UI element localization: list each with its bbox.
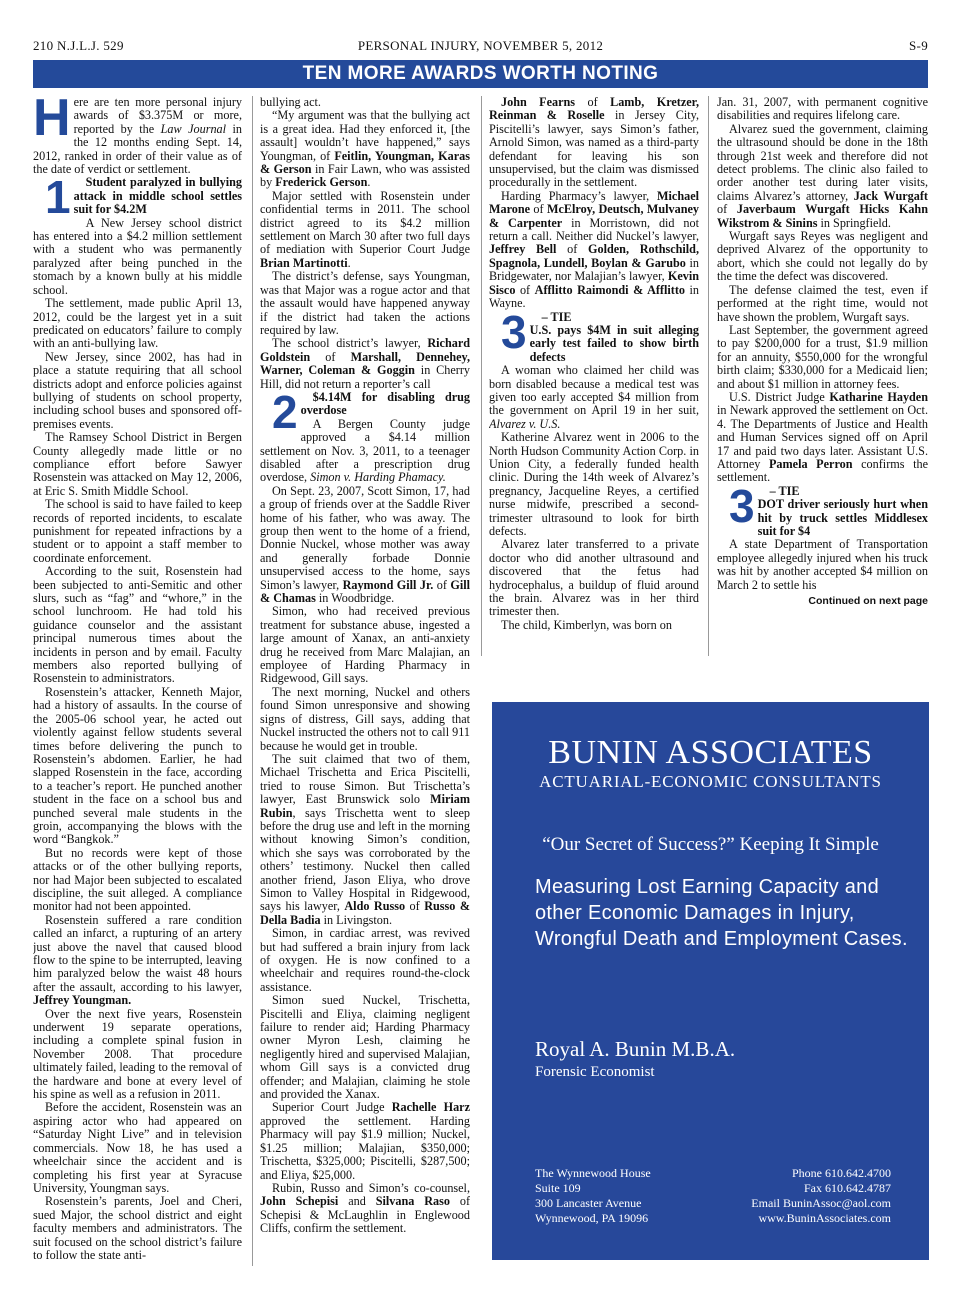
- folio-left: 210 N.J.L.J. 529: [33, 38, 124, 53]
- award-3-heading: 3 – TIE U.S. pays $4M in suit alleging early test failed to show birth defects: [489, 311, 699, 365]
- award-2-heading: 2 $4.14M for disabling drug overdose: [260, 391, 470, 418]
- paragraph: The Ramsey School District in Bergen County allegedly made little or no compliance effort before Sawyer Rosenstein was attacked on May 12, 2006, at Eric S. Smith Middle School.: [33, 430, 242, 498]
- folio-center: PERSONAL INJURY, NOVEMBER 5, 2012: [357, 38, 604, 53]
- paragraph: A woman who claimed her child was born disabled because a medical test was given too early accepted $4 million from the government on April 19 in her suit, Alvarez v. U.S.: [489, 363, 699, 431]
- paragraph: “My argument was that the bullying act is a great idea. Had they enforced it, [the assault] wouldn’t have happened,” says Youngman, of Feitlin, Youngman, Karas & Gerson in Fair Lawn, who was assisted by Frederick Gerson.: [260, 108, 470, 190]
- column-rule: [252, 96, 253, 1266]
- paragraph: Rosenstein’s parents, Joel and Cheri, sued Major, the school district and eight faculty members and administrators. The suit focused on the school district’s failure to follow the state anti-: [33, 1194, 242, 1262]
- column-rule: [708, 96, 709, 656]
- ad-fax: Fax 610.642.4787: [804, 1181, 891, 1195]
- tie-label: – TIE: [541, 309, 572, 324]
- paragraph: Jan. 31, 2007, with permanent cognitive disabilities and requires lifelong care.: [717, 96, 928, 123]
- paragraph: The school is said to have failed to keep records of reported incidents, to escalate punishment for repeated infractions by a student or to appoint a staff member to coordinate enforcement.: [33, 497, 242, 565]
- section-banner: TEN MORE AWARDS WORTH NOTING: [33, 60, 928, 88]
- paragraph: Harding Pharmacy’s lawyer, Michael Marone of McElroy, Deutsch, Mulvaney & Carpenter in Morristown, did not return a call. Neither did Nuckel’s lawyer, Jeffrey Bell of Golden, Rothschild, Spagnola, Lundell, Boylan & Garubo in Bridgewater, nor Malajian’s lawyer, Kevin Sisco of Afflitto Raimondi & Afflitto in Wayne.: [489, 188, 699, 311]
- paragraph: bullying act.: [260, 96, 321, 109]
- paragraph: Simon, who had received previous treatment for substance abuse, ingested a large amount of Xanax, an anti-anxiety drug he received from Marc Malajian, an employee of Harding Pharmacy in Ridgewood, Gill says.: [260, 604, 470, 686]
- ad-subtitle: ACTUARIAL-ECONOMIC CONSULTANTS: [539, 772, 882, 791]
- column-rule: [481, 96, 482, 656]
- paragraph: The school district’s lawyer, Richard Goldstein of Marshall, Dennehey, Warner, Coleman & Goggin in Cherry Hill, did not return a reporter’s call: [260, 336, 470, 391]
- paragraph: Last September, the government agreed to pay $200,000 for a trust, $1.9 million for an annuity, $550,000 for the wrongful birth claim; $330,000 for a Medicaid lien; and about $1 million in attorney fees.: [717, 322, 928, 391]
- paragraph: Katherine Alvarez went in 2006 to the North Hudson Community Action Corp. in Union City, a federally funded health clinic. During the 14th week of Alvarez’s pregnancy, Jacqueline Reyes, a certified nurse midwife, prescribed a second-trimester ultrasound to look for birth defects.: [489, 430, 699, 538]
- ad-phone: Phone 610.642.4700: [792, 1166, 891, 1180]
- ad-firm-name: BUNIN ASSOCIATES: [548, 734, 873, 771]
- paragraph: Simon, in cardiac arrest, was revived but had suffered a brain injury from lack of oxygen. He is now confined to a wheelchair and requires round-the-clock assistance.: [260, 926, 470, 994]
- paragraph: The district’s defense, says Youngman, was that Major was a rogue actor and that the assault would have happened anyway if the district had taken the actions required by law.: [260, 269, 470, 337]
- ad-person-role: Forensic Economist: [535, 1064, 655, 1080]
- paragraph: A Bergen County judge approved a $4.14 million settlement on Nov. 3, 2011, to a teenager disabled after a prescription drug overdose, Simon v. Harding Phamacy.: [260, 416, 470, 485]
- ad-person-name: Royal A. Bunin M.B.A.: [535, 1037, 736, 1061]
- ad-address: The Wynnewood House Suite 109 300 Lancaster Avenue Wynnewood, PA 19096: [535, 1166, 651, 1225]
- award-number: 2: [272, 385, 298, 438]
- paragraph: Rubin, Russo and Simon’s co-counsel, John Schepisi and Silvana Raso of Schepisi & McLaughlin in Englewood Cliffs, confirm the settlement.: [260, 1180, 470, 1236]
- paragraph: Rosenstein’s attacker, Kenneth Major, had a history of assaults. In the course of the 2005-06 school year, he acted out violently against fellow students several times before delivering the punch to Rosenstein’s abdomen. Earlier, he had slapped Rosenstein in the face, according to a teacher’s report. He punched another student in the face on a school bus and punched several male students in the groin, accompanying the blows with the word “Bangkok.”: [33, 684, 242, 847]
- folio-right: S-9: [909, 38, 928, 53]
- paragraph: Alvarez sued the government, claiming the ultrasound should be done in the 18th through 21st week and therefore did not detect problems. The clinic also failed to order another test during later visits, claims Alvarez’s attorney, Jack Wurgaft of Javerbaum Wurgaft Hicks Kahn Wikstrom & Sinins in Springfield.: [717, 121, 928, 230]
- paragraph: Rosenstein suffered a rare condition called an infarct, a rupturing of an artery just above the navel that caused blood flow to the spine to be interrupted, leaving him paralyzed below the waist 48 hours after the assault, according to his lawyer, Jeffrey Youngman.: [33, 912, 242, 1008]
- paragraph: The child, Kimberlyn, was born on: [501, 617, 672, 632]
- ad-email[interactable]: Email BuninAssoc@aol.com: [751, 1196, 891, 1210]
- drop-cap: H: [33, 96, 71, 147]
- ad-motto: “Our Secret of Success?” Keeping It Simple: [542, 834, 879, 855]
- award-4-heading: 3 – TIE DOT driver seriously hurt when hit by truck settles Middlesex suit for $4: [717, 485, 928, 539]
- ad-pitch: Measuring Lost Earning Capacity and other Economic Damages in Injury, Wrongful Death and Employment Cases.: [535, 876, 908, 950]
- article-column-1: [33, 96, 242, 1268]
- award-number: 3: [729, 479, 755, 532]
- paragraph: Simon sued Nuckel, Trischetta, Piscitelli and Eliya, claiming negligent failure to render aid; Harding Pharmacy owner Myron Lesh, claiming he negligently hired and supervised Malajian, whom Gill says is a convicted drug offender; and Malajian, claiming he stole and provided the Xanax.: [260, 993, 470, 1102]
- paragraph: On Sept. 23, 2007, Scott Simon, 17, had a group of friends over at the Saddle River home of his father, who was away. The group then went to the home of a friend, Donnie Nuckel, whose mother was away and generally forbade Donnie unsupervised access to the home, says Simon’s lawyer, Raymond Gill Jr. of Gill & Chamas in Woodbridge.: [260, 483, 470, 606]
- award-number: 1: [45, 171, 71, 224]
- paragraph: Over the next five years, Rosenstein underwent 19 separate operations, including a complete spinal fusion in November 2008. That procedure ultimately failed, leading to the removal of the hardware and bone at every level of his spine as well as a refusion in 2011.: [33, 1006, 242, 1102]
- paragraph: New Jersey, since 2002, has had in place a statute requiring that all school districts adopt and enforce policies against bullying of students on school property, including school buses and sponsored off-premises events.: [33, 349, 242, 431]
- paragraph: The settlement, made public April 13, 2012, could be the largest yet in a suit predicated on educators’ failure to comply with an anti-bullying law.: [33, 296, 242, 351]
- continued-note: Continued on next page: [808, 595, 928, 608]
- bunin-associates-ad: [492, 702, 929, 1260]
- paragraph: The suit claimed that two of them, Michael Trischetta and Erica Piscitelli, tried to rouse Simon. But Trischetta’s lawyer, East Brunswick solo Miriam Rubin, says Trischetta went to sleep before the drug use and left in the morning without knowing Simon’s condition, which she says was corroborated by the others’ testimony. Nuckel then called another friend, Jason Eliya, who drove Simon to Valley Hospital in Ridgewood, says his lawyer, Aldo Russo of Russo & Della Badia in Livingston.: [260, 751, 470, 927]
- paragraph: A New Jersey school district has entered into a $4.2 million settlement with a student who was permanently paralyzed after being punched in the stomach by a known bully at his middle school.: [33, 215, 242, 297]
- paragraph: The defense claimed the test, even if performed at the right time, would not have shown the problem, Wurgaft says.: [717, 282, 928, 324]
- paragraph: John Fearns of Lamb, Kretzer, Reinman & Roselle in Jersey City, Piscitelli’s lawyer, says Simon’s father, Arnold Simon, was named as a third-party defendant for leaving his son unsupervised, but the claim was dismissed procedurally in the settlement.: [489, 96, 699, 190]
- paragraph: Alvarez later transferred to a private doctor who did another ultrasound and discovered that the fetus had hydrocephalus, a buildup of fluid around the brain. Alvarez was in her third trimester then.: [489, 537, 699, 619]
- paragraph: Major settled with Rosenstein under confidential terms in 2011. The school district agreed to its $4.2 million settlement on March 30 after two full days of mediation with Superior Court Judge Brian Martinotti.: [260, 188, 470, 270]
- paragraph: According to the suit, Rosenstein had been subjected to anti-Semitic and other slurs, such as “fag” and “whore,” in the school lunchroom. He had told his guidance counselor and the assistant principal numerous times about the incidents in person and by email. Faculty members also reported bullying of Rosenstein to administrators.: [33, 564, 242, 686]
- paragraph: A state Department of Transportation employee allegedly injured when his truck was hit by another accepted $4 million on March 2 to settle his: [717, 537, 928, 592]
- intro-paragraph: Here are ten more personal injury awards of $3.375M or more, reported by the Law Journal in the 12 months ending Sept. 14, 2012, ranked in order of their value as of the date of verdict or settlement.: [33, 96, 242, 177]
- paragraph: U.S. District Judge Katharine Hayden in Newark approved the settlement on Oct. 4. The Departments of Justice and Health and Human Services signed off on April 17 and paid two days later. Assistant U.S. Attorney Pamela Perron confirms the settlement.: [717, 389, 928, 485]
- paragraph: The next morning, Nuckel and others found Simon unresponsive and showing signs of distress, Gill says, adding that Nuckel instructed the others not to call 911 because he would get in trouble.: [260, 684, 470, 753]
- page-folio: [33, 38, 928, 56]
- award-1-heading: 1 Student paralyzed in bullying attack in middle school settles suit for $4.2M: [33, 176, 242, 216]
- paragraph: Before the accident, Rosenstein was an aspiring actor who had appeared on “Saturday Night Live” and in television commercials. Now 18, he has used a wheelchair since the accident and is completing his first year at Syracuse University, Youngman says.: [33, 1100, 242, 1195]
- article-column-4: [717, 96, 928, 661]
- ad-contact: [751, 1166, 891, 1226]
- article-column-3: [489, 96, 699, 656]
- award-number: 3: [501, 305, 527, 358]
- article-column-2: [260, 96, 470, 1268]
- paragraph: Superior Court Judge Rachelle Harz approved the settlement. Harding Pharmacy will pay $1.9 million; Nuckel, $1.25 million; Malajian, $350,000; Trischetta, $325,000; Piscitelli, $287,500; and Eliya, $25,000.: [260, 1100, 470, 1182]
- paragraph: Wurgaft says Reyes was negligent and deprived Alvarez of the opportunity to abort, which she could not legally do by the time the defect was discovered.: [717, 229, 928, 284]
- ad-website[interactable]: www.BuninAssociates.com: [758, 1211, 891, 1225]
- paragraph: But no records were kept of those attacks or of the other bullying reports, nor had Major been subjected to escalated discipline, the suit alleged. A compliance monitor had not been appointed.: [33, 845, 242, 914]
- tie-label: – TIE: [769, 483, 800, 498]
